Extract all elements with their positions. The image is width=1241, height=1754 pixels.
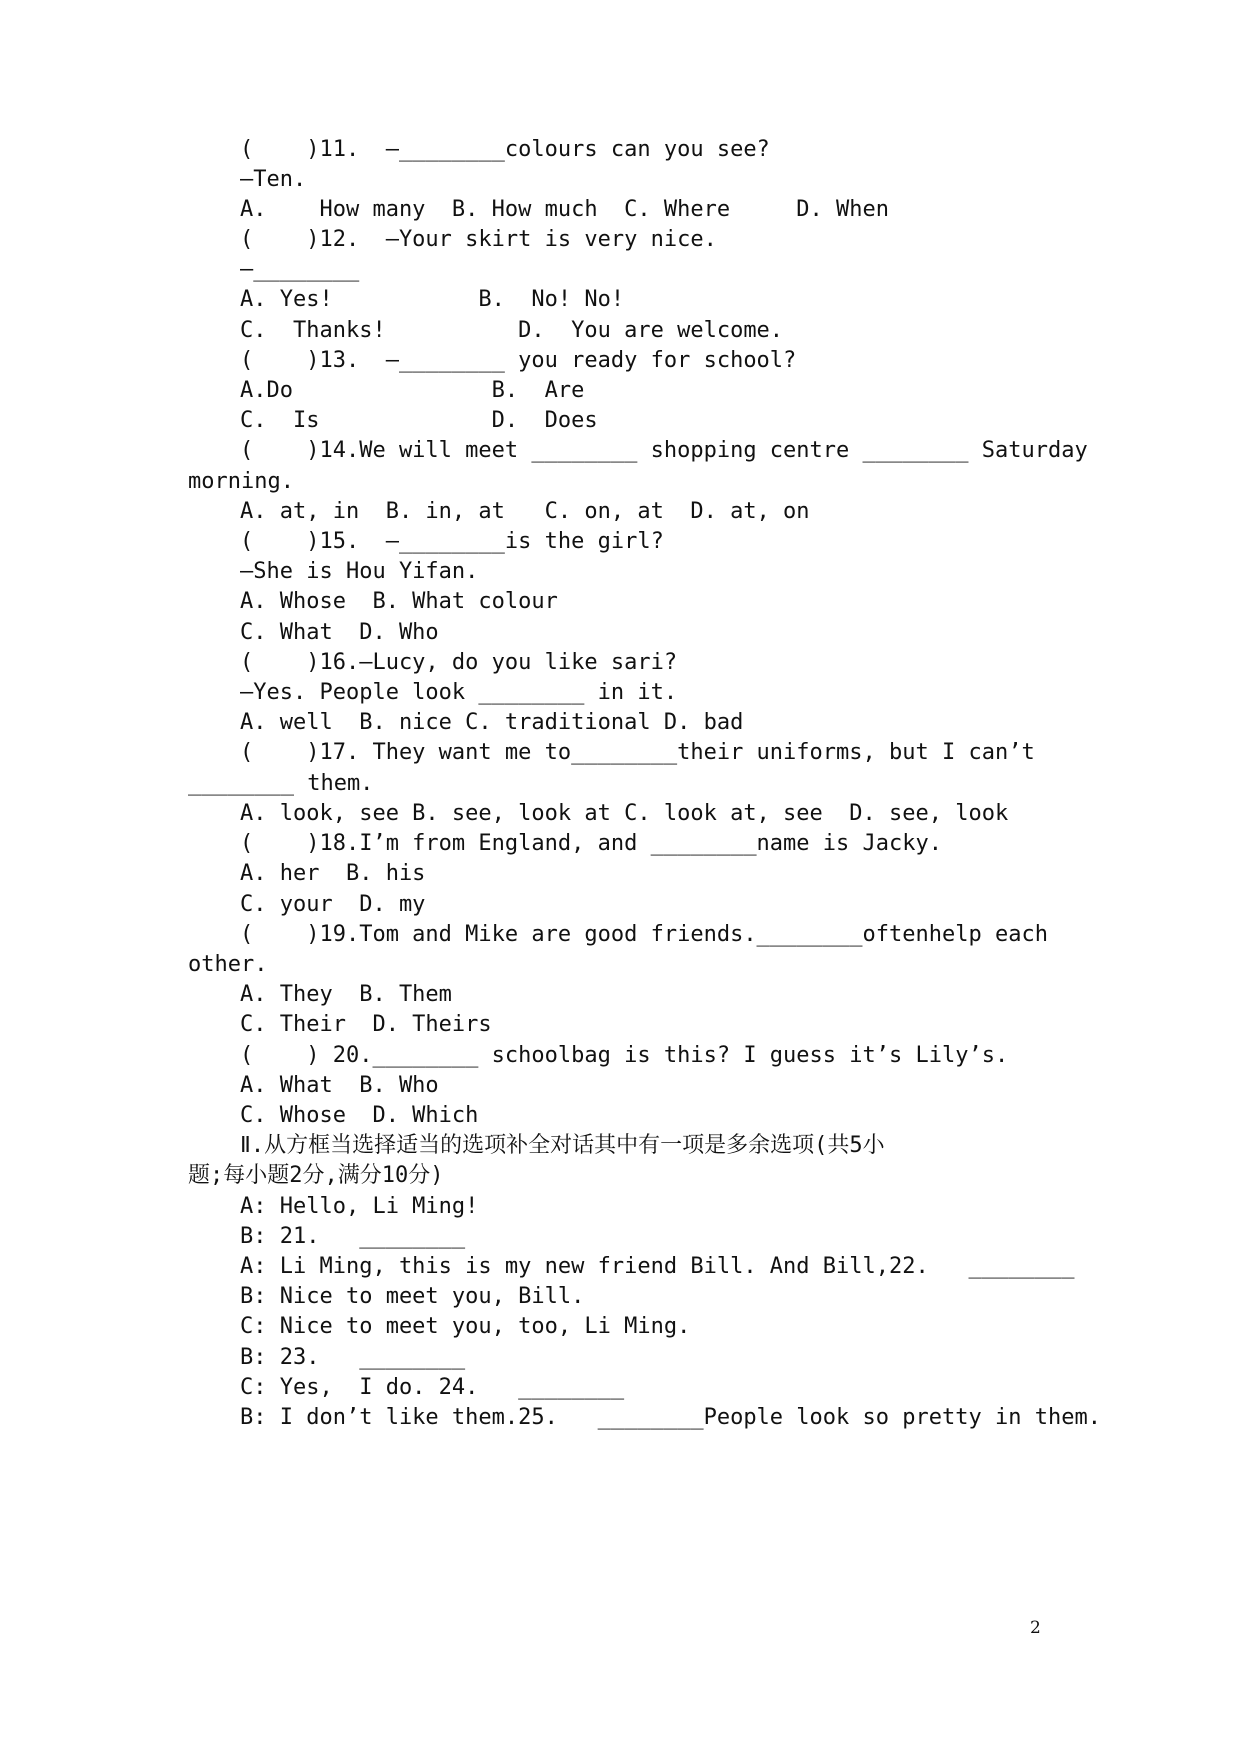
question-14-cont: morning. — [188, 469, 294, 494]
options-13a: A.Do B. Are — [240, 378, 585, 403]
answer-line: —Yes. People look ________ in it. — [240, 680, 678, 705]
dialogue-line: B: 23. ________ — [240, 1345, 466, 1370]
question-12: ( )12. —Your skirt is very nice. — [240, 227, 717, 252]
options-12a: A. Yes! B. No! No! — [240, 287, 625, 312]
options-12b: C. Thanks! D. You are welcome. — [240, 318, 784, 343]
answer-line: —She is Hou Yifan. — [240, 559, 479, 584]
options-19a: A. They B. Them — [240, 982, 452, 1007]
question-11: ( )11. —________colours can you see? — [240, 137, 770, 162]
answer-line: —Ten. — [240, 167, 307, 192]
question-15: ( )15. —________is the girl? — [240, 529, 664, 554]
options-13b: C. Is D. Does — [240, 408, 598, 433]
options-18b: C. your D. my — [240, 892, 426, 917]
question-18: ( )18.I’m from England, and ________name is Jacky. — [240, 831, 942, 856]
options-18a: A. her B. his — [240, 861, 426, 886]
dialogue-line: A: Hello, Li Ming! — [240, 1194, 479, 1219]
options-20b: C. Whose D. Which — [240, 1103, 479, 1128]
options-16: A. well B. nice C. traditional D. bad — [240, 710, 744, 735]
question-17: ( )17. They want me to________their uniforms, but I can’t — [240, 740, 1035, 765]
question-17-cont: ________ them. — [188, 771, 374, 796]
question-19-cont: other. — [188, 952, 268, 977]
options-14: A. at, in B. in, at C. on, at D. at, on — [240, 499, 810, 524]
options-15a: A. Whose B. What colour — [240, 589, 558, 614]
dialogue-line: A: Li Ming, this is my new friend Bill. And Bill,22. ________ — [240, 1254, 1075, 1279]
answer-line: —________ — [240, 257, 360, 282]
dialogue-line: B: Nice to meet you, Bill. — [240, 1284, 585, 1309]
question-20: ( ) 20.________ schoolbag is this? I guess it’s Lily’s. — [240, 1043, 1009, 1068]
question-19: ( )19.Tom and Mike are good friends.________oftenhelp each — [240, 922, 1048, 947]
section-heading-cont: 题;每小题2分,满分10分) — [188, 1163, 444, 1188]
dialogue-line: C: Yes, I do. 24. ________ — [240, 1375, 625, 1400]
question-16: ( )16.—Lucy, do you like sari? — [240, 650, 678, 675]
options-17: A. look, see B. see, look at C. look at, see D. see, look — [240, 801, 1009, 826]
dialogue-line: B: I don’t like them.25. ________People look so pretty in them. — [240, 1405, 1101, 1430]
options-20a: A. What B. Who — [240, 1073, 439, 1098]
dialogue-line: B: 21. ________ — [240, 1224, 466, 1249]
options-19b: C. Their D. Theirs — [240, 1012, 492, 1037]
options-15b: C. What D. Who — [240, 620, 439, 645]
options-11: A. How many B. How much C. Where D. When — [240, 197, 890, 222]
page-number: 2 — [1030, 1618, 1041, 1638]
section-heading: Ⅱ.从方框当选择适当的选项补全对话其中有一项是多余选项(共5小 — [240, 1133, 885, 1158]
question-14: ( )14.We will meet ________ shopping centre ________ Saturday — [240, 438, 1088, 463]
dialogue-line: C: Nice to meet you, too, Li Ming. — [240, 1314, 691, 1339]
question-13: ( )13. —________ you ready for school? — [240, 348, 797, 373]
